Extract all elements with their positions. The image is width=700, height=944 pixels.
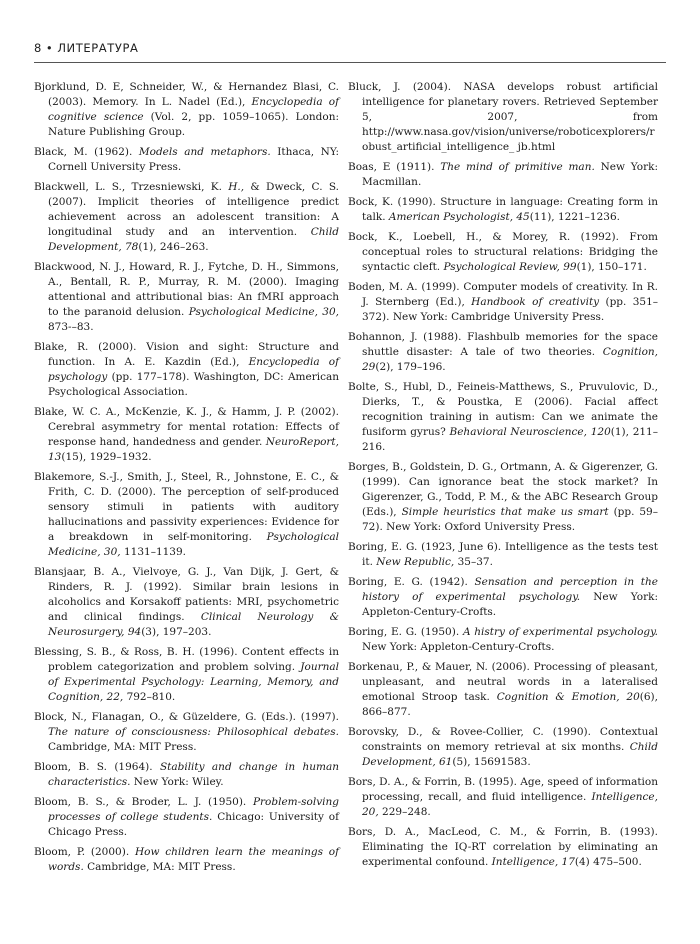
- reference-italic-text: The mind of primitive man.: [440, 161, 595, 173]
- reference-entry: [34, 260, 339, 335]
- reference-italic-text: Cognition & Emotion, 20: [496, 691, 640, 703]
- reference-text: Blake, R. (2000). Vision and sight: Structure and function. In A. E. Kazdin (Ed.),: [34, 341, 339, 368]
- reference-entry: [348, 825, 658, 870]
- reference-entry: [348, 80, 658, 155]
- reference-italic-text: Problem-solving processes of college students.: [48, 796, 339, 823]
- reference-entry: [34, 470, 339, 560]
- reference-entry: [34, 80, 339, 140]
- reference-text: Blackwood, N. J., Howard, R. J., Fytche, D. H., Simmons, A., Bentall, R. P., Murray, R. M. (2000). Imaging attentional and attributional bias: An fMRI approach to the paranoid delusion.: [34, 261, 339, 318]
- reference-entry: [34, 565, 339, 640]
- reference-text: 792–810.: [123, 691, 176, 703]
- reference-italic-text: Encyclopedia of psychology: [48, 356, 339, 383]
- reference-text: Chicago: University of Chicago Press.: [48, 811, 339, 838]
- reference-italic-text: Encyclopedia of cognitive science: [48, 96, 339, 123]
- reference-text: Cambridge, MA: MIT Press.: [83, 861, 236, 873]
- reference-entry: [34, 645, 339, 705]
- reference-entry: [34, 760, 339, 790]
- reference-text: 229–248.: [378, 806, 431, 818]
- left-column: [34, 80, 339, 880]
- reference-text: Bock, K. (1990). Structure in language: Creating form in talk.: [348, 196, 658, 223]
- reference-entry: [348, 160, 658, 190]
- reference-text: Blake, W. C. A., McKenzie, K. J., & Hamm, J. P. (2002). Cerebral asymmetry for mental rotation: Effects of response hand, handedness and gender.: [34, 406, 339, 448]
- reference-text: Block, N., Flanagan, O., & Güzeldere, G. (Eds.). (1997).: [34, 711, 339, 723]
- reference-text: (1), 246–263.: [138, 241, 209, 253]
- reference-entry: [348, 660, 658, 720]
- reference-italic-text: How children learn the meanings of words.: [48, 846, 339, 873]
- reference-entry: [34, 710, 339, 755]
- reference-italic-text: The nature of consciousness: Philosophical debates.: [48, 726, 339, 738]
- reference-text: New York: Macmillan.: [362, 161, 658, 188]
- running-header: [34, 40, 666, 56]
- reference-text: Boring, E. G. (1923, June 6). Intelligence as the tests test it.: [348, 541, 658, 568]
- reference-entry: [348, 380, 658, 455]
- reference-entry: [348, 330, 658, 375]
- reference-text: Borkenau, P., & Mauer, N. (2006). Processing of pleasant, unpleasant, and neutral words in a lateralised emotional Stroop task.: [348, 661, 658, 703]
- reference-entry: [348, 230, 658, 275]
- reference-italic-text: Intelligence, 17: [491, 856, 575, 868]
- reference-text: (2), 179–196.: [375, 361, 446, 373]
- reference-italic-text: Intelligence, 20,: [362, 791, 658, 818]
- reference-entry: [34, 795, 339, 840]
- reference-entry: [348, 540, 658, 570]
- reference-text: Borges, B., Goldstein, D. G., Ortmann, A. & Gigerenzer, G. (1999). Can ignorance beat the stock market? In Gigerenzer, G., Todd, P. M., & the ABC Research Group (Eds.),: [348, 461, 658, 518]
- reference-text: 1131–1139.: [120, 546, 187, 558]
- reference-text: Bloom, P. (2000).: [34, 846, 135, 858]
- reference-italic-text: Cognition, 29: [362, 346, 658, 373]
- reference-text: Bolte, S., Hubl, D., Feineis-Matthews, S., Pruvulovic, D., Dierks, T., & Poustka, E (2006). Facial affect recognition training in autism: Can we animate the fusiform gyrus?: [348, 381, 658, 438]
- reference-text: Ithaca, NY: Cornell University Press.: [48, 146, 340, 173]
- header-bullet: •: [45, 41, 54, 55]
- reference-italic-text: NeuroReport, 13: [48, 436, 339, 463]
- reference-text: (6), 866–877.: [362, 691, 658, 718]
- reference-text: 35–37.: [454, 556, 493, 568]
- reference-italic-text: Behavioral Neuroscience, 120: [449, 426, 611, 438]
- reference-text: Bohannon, J. (1988). Flashbulb memories for the space shuttle disaster: A tale of two theories.: [348, 331, 658, 358]
- reference-text: Blessing, S. B., & Ross, B. H. (1996). Content effects in problem categorization and problem solving.: [34, 646, 339, 673]
- reference-text: (11), 1221–1236.: [529, 211, 620, 223]
- reference-italic-text: Stability and change in human characteristics.: [48, 761, 339, 788]
- reference-italic-text: Simple heuristics that make us smart: [401, 506, 609, 518]
- reference-text: (Vol. 2, pp. 1059–1065). London: Nature Publishing Group.: [48, 111, 339, 138]
- reference-entry: [348, 460, 658, 535]
- reference-entry: [34, 405, 339, 465]
- reference-text: (15), 1929–1932.: [61, 451, 152, 463]
- reference-entry: [34, 845, 339, 875]
- reference-text: Boring, E. G. (1942).: [348, 576, 475, 588]
- reference-text: (1), 150–171.: [576, 261, 647, 273]
- reference-italic-text: H.,: [228, 181, 245, 193]
- reference-entry: [348, 775, 658, 820]
- reference-text: & Dweck, C. S. (2007). Implicit theories of intelligence predict achievement across an adolescent transition: A longitudinal study and an intervention.: [48, 181, 339, 238]
- reference-italic-text: Child Development, 78: [48, 226, 339, 253]
- reference-text: Boring, E. G. (1950).: [348, 626, 463, 638]
- reference-text: (3), 197–203.: [141, 626, 212, 638]
- reference-text: Bors, D. A., & Forrin, B. (1995). Age, speed of information processing, recall, and fluid intelligence.: [348, 776, 658, 803]
- chapter-title: ЛИТЕРАТУРА: [57, 41, 139, 55]
- reference-text: Blansjaar, B. A., Vielvoye, G. J., Van Dijk, J. Gert, & Rinders, R. J. (1992). Similar brain lesions in alcoholics and Korsakoff patients: MRI, psychometric and clinical findings.: [34, 566, 339, 623]
- reference-italic-text: Psychological Medicine, 30,: [48, 531, 339, 558]
- reference-entry: [34, 145, 339, 175]
- reference-text: Borovsky, D., & Rovee-Collier, C. (1990). Contextual constraints on memory retrieval at six months.: [348, 726, 658, 753]
- reference-text: (5), 15691583.: [452, 756, 531, 768]
- reference-text: Bock, K., Loebell, H., & Morey, R. (1992). From conceptual roles to structural relations: Bridging the syntactic cleft.: [348, 231, 658, 273]
- reference-entry: [348, 280, 658, 325]
- reference-text: Bloom, B. S. (1964).: [34, 761, 160, 773]
- reference-text: New York: Appleton-Century-Crofts.: [362, 591, 658, 618]
- reference-entry: [34, 180, 339, 255]
- reference-italic-text: Psychological Review, 99: [443, 261, 577, 273]
- reference-italic-text: Journal of Experimental Psychology: Learning, Memory, and Cognition, 22,: [48, 661, 339, 703]
- reference-text: Black, M. (1962).: [34, 146, 139, 158]
- reference-text: (pp. 59–72). New York: Oxford University Press.: [362, 506, 658, 533]
- reference-italic-text: Models and metaphors.: [138, 146, 271, 158]
- reference-text: Bors, D. A., MacLeod, C. M., & Forrin, B. (1993). Eliminating the IQ-RT correlation by eliminating an experimental confound.: [348, 826, 658, 868]
- reference-text: Boas, E (1911).: [348, 161, 441, 173]
- right-column: [348, 80, 658, 875]
- page-number: 8: [34, 41, 42, 55]
- reference-entry: [34, 340, 339, 400]
- reference-text: Bloom, B. S., & Broder, L. J. (1950).: [34, 796, 253, 808]
- header-rule: [34, 62, 666, 63]
- reference-text: Bjorklund, D. E, Schneider, W., & Hernandez Blasi, C. (2003). Memory. In L. Nadel (Ed.),: [34, 81, 339, 108]
- reference-text: Cambridge, MA: MIT Press.: [48, 741, 197, 753]
- reference-text: 873-–83.: [48, 321, 94, 333]
- reference-text: (pp. 351–372). New York: Cambridge University Press.: [362, 296, 658, 323]
- reference-entry: [348, 725, 658, 770]
- reference-text: Bluck, J. (2004). NASA develops robust artificial intelligence for planetary rovers. Retrieved September 5, 2007, from http://www.nasa.gov/vision/universe/roboticexplorers/robust_artificial_intelligence_ jb.html: [348, 81, 658, 153]
- reference-italic-text: Sensation and perception in the history of experimental psychology.: [362, 576, 658, 603]
- reference-italic-text: American Psychologist, 45: [388, 211, 530, 223]
- reference-italic-text: A histry of experimental psychology.: [462, 626, 658, 638]
- reference-italic-text: Psychological Medicine, 30,: [188, 306, 339, 318]
- reference-text: (4) 475–500.: [574, 856, 642, 868]
- reference-text: (pp. 177–178). Washington, DC: American Psychological Association.: [48, 371, 339, 398]
- reference-italic-text: Handbook of creativity: [471, 296, 600, 308]
- reference-text: (1), 211–216.: [362, 426, 658, 453]
- reference-entry: [348, 625, 658, 655]
- reference-text: Blakemore, S.-J., Smith, J., Steel, R., Johnstone, E. C., & Frith, C. D. (2000). The perception of self-produced sensory stimuli in patients with auditory hallucinations and passivity experiences: Evidence for a breakdown in self-monitoring.: [34, 471, 339, 543]
- reference-italic-text: Child Development, 61: [362, 741, 658, 768]
- reference-italic-text: Clinical Neurology & Neurosurgery, 94: [48, 611, 339, 638]
- reference-italic-text: New Republic,: [376, 556, 455, 568]
- reference-entry: [348, 195, 658, 225]
- reference-text: Blackwell, L. S., Trzesniewski, K.: [34, 181, 229, 193]
- reference-text: New York: Wiley.: [130, 776, 224, 788]
- reference-text: Boden, M. A. (1999). Computer models of creativity. In R. J. Sternberg (Ed.),: [348, 281, 658, 308]
- reference-entry: [348, 575, 658, 620]
- reference-text: New York: Appleton-Century-Crofts.: [362, 641, 555, 653]
